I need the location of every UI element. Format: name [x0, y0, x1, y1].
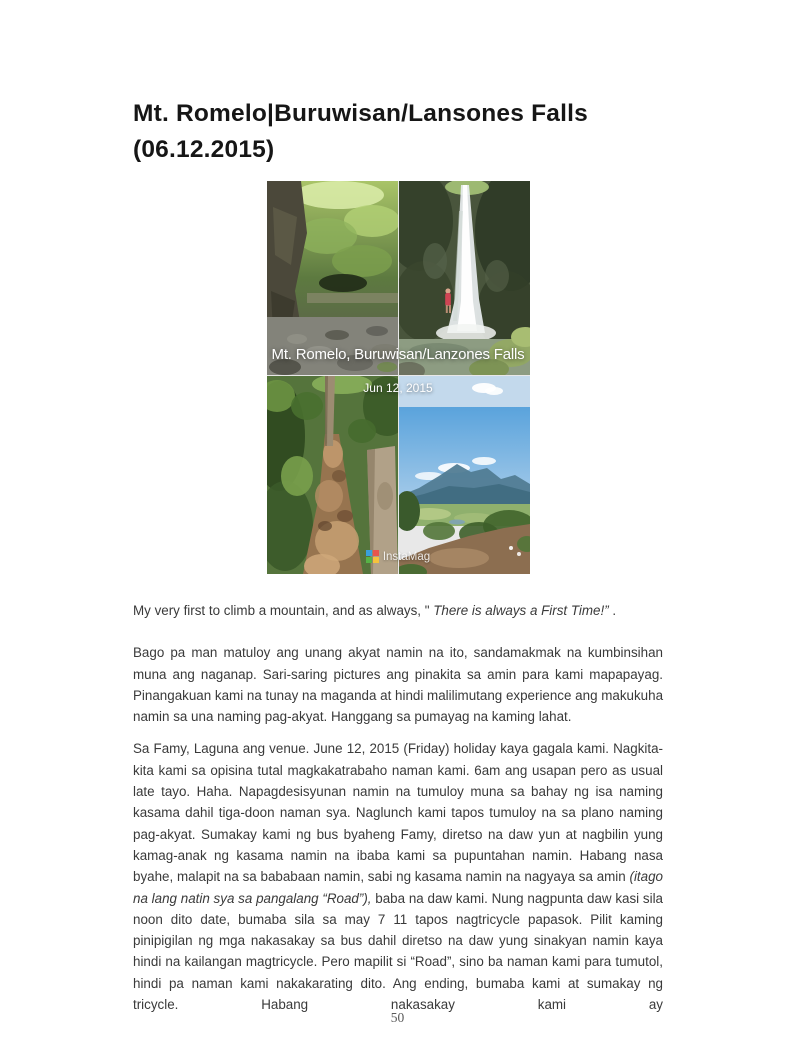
photo-forest-dirt-trail [267, 376, 398, 574]
page-content [133, 0, 663, 1015]
paragraph-travel-italic-aside: (itago na lang natin sya sa pangalang “Road”), [133, 869, 663, 906]
logo-square-blue [366, 550, 372, 556]
paragraph-intro [133, 600, 663, 621]
logo-square-yellow [373, 557, 379, 563]
collage-grid [267, 181, 530, 574]
page-number: 50 [390, 1010, 405, 1025]
paragraph-travel-part1: Sa Famy, Laguna ang venue. June 12, 2015 (Friday) holiday kaya gagala kami. Nagkita-kita kami sa opisina tutal magkakatrabaho naman kami. 6am ang usapan pero as usual late tayo. Haha. Napagdesisyunan namin na tumuloy muna sa bahay ng isa naming kasama dahil tiga-doon naman sya. Naglunch kami tapos tumuloy na sa plano naming pag-akyat. Sumakay kami ng bus byaheng Famy, diretso na daw yun at nagbilin yung kamag-anak ng kasama namin na ibaba kami sa pupuntahan namin. Habang nasa byahe, malapit na sa bababaan namin, sabi ng kasama namin na nagyaya sa amin [133, 741, 663, 885]
paragraph-travel-story [133, 738, 663, 1015]
photo-mountain-valley-view [399, 376, 530, 574]
paragraph-intro-lead: My very first to climb a mountain, and as always, " [133, 603, 434, 618]
collage-date-overlay: Jun 12, 2015 [363, 381, 433, 395]
instamag-logo-icon [366, 550, 379, 563]
logo-square-red [373, 550, 379, 556]
paragraph-intro-italic-quote: There is always a First Time!” [433, 603, 609, 618]
collage-title-overlay: Mt. Romelo, Buruwisan/Lanzones Falls [271, 346, 525, 363]
page-title: Mt. Romelo|Buruwisan/Lansones Falls (06.12.2015) [133, 100, 588, 163]
photo-collage [267, 181, 530, 574]
instamag-watermark [267, 550, 530, 563]
paragraph-intro-tail: . [608, 603, 617, 618]
watermark-label: InstaMag [382, 550, 431, 563]
paragraph-travel-part2: baba na daw kami. Nung nagpunta daw kasi sila noon dito date, bumaba sila sa may 7 11 tapos nagtricycle papasok. Pilit kaming pinipigilan ng mga nakasakay sa bus dahil diretso na daw yung sinakyan namin kaya hindi na kailangan magtricycle. Pero mapilit si “Road”, sino ba naman kami para tumutol, hindi pa naman kami nakakarating dito. Ang ending, bumaba kami at sumakay ng tricycle. Habang nakasakay kami ay [133, 890, 664, 1013]
logo-square-green [366, 557, 372, 563]
paragraph-convincing: Bago pa man matuloy ang unang akyat namin na ito, sandamakmak na kumbinsihan muna ang naganap. Sari-saring pictures ang pinakita sa amin para kami mapapayag. Pinangakuan kami na tunay na maganda at hindi malilimutang experience ang makukuha namin sa una naming pag-akyat. Hanggang sa pumayag na kaming lahat. [133, 645, 664, 725]
